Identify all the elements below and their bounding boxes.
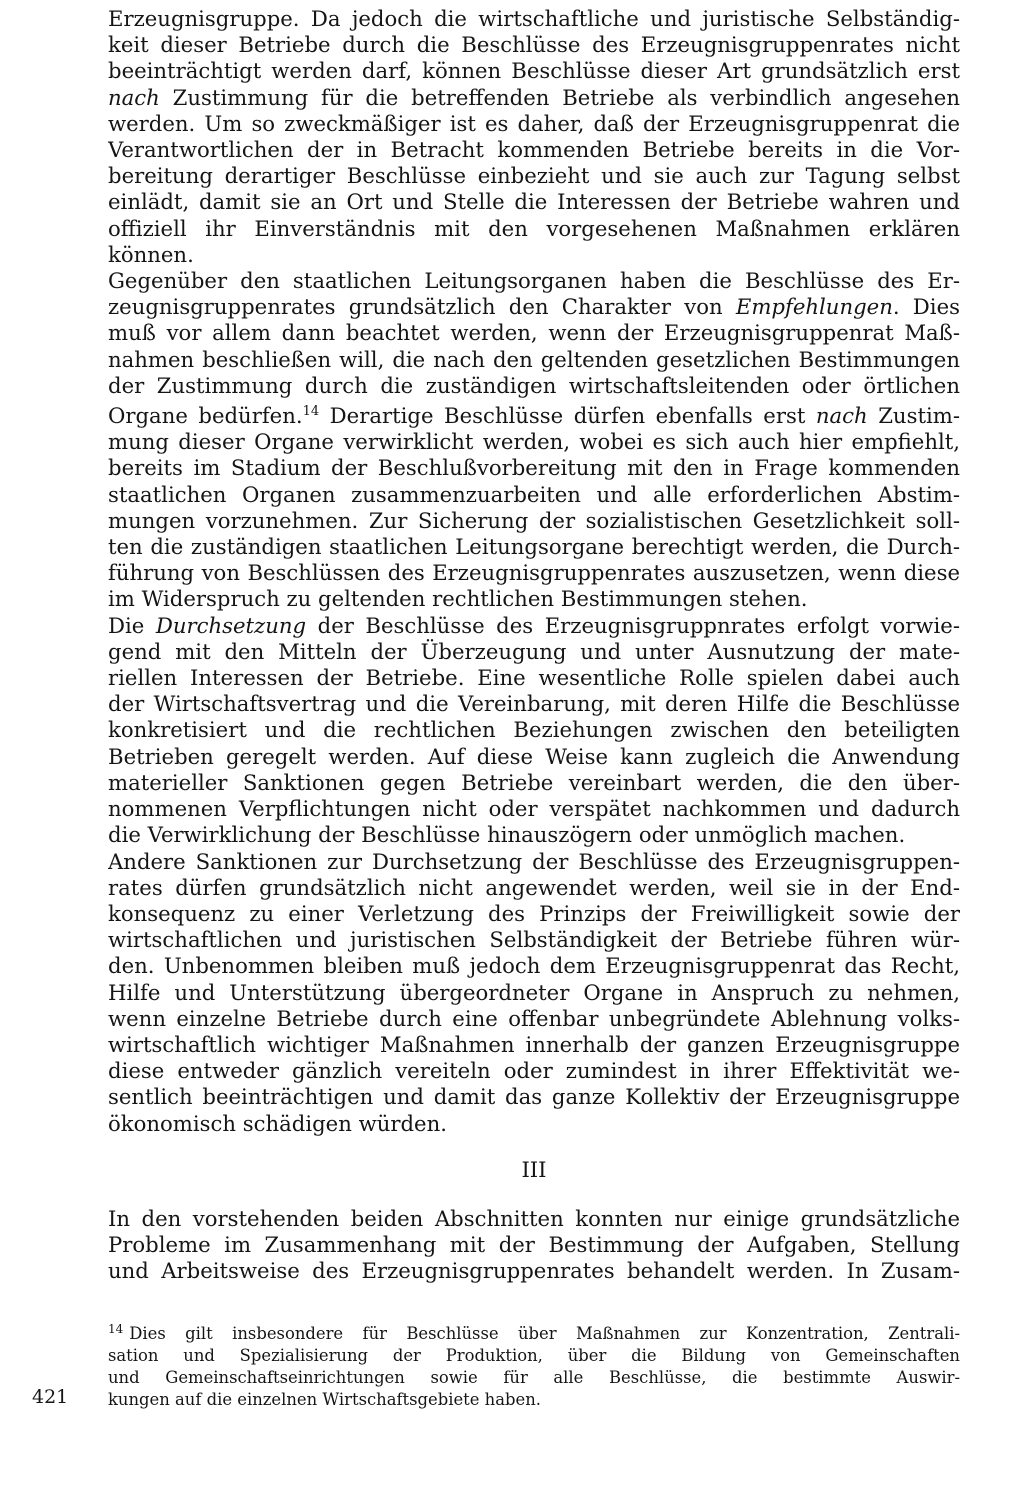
text-line: rates dürfen grundsätzlich nicht angewendet werden, weil sie in der End- [108,874,960,900]
text-line: können. [108,241,194,267]
text-line: bereitung derartiger Beschlüsse einbezieht und sie auch zur Tagung selbst [108,163,960,189]
text-line: die Verwirklichung der Beschlüsse hinauszögern oder unmöglich machen. [108,822,906,848]
text-line: Betrieben geregelt werden. Auf diese Weise kann zugleich die Anwendung [108,743,960,769]
text-line: den. Unbenommen bleiben muß jedoch dem Erzeugnisgruppenrat das Recht, [108,953,960,979]
text-fragment: Derartige Beschlüsse dürfen ebenfalls erst [319,403,816,429]
text-line: In den vorstehenden beiden Abschnitten konnten nur einige grundsätzliche [108,1206,960,1231]
footnote-number: 14 [108,1322,124,1336]
footnote-line: sation und Spezialisierung der Produktion, über die Bildung von Gemeinschaften [108,1346,960,1365]
text-fragment: der Beschlüsse des Erzeugnisgruppnrates erfolgt vorwie- [306,612,960,638]
text-line: diese entweder gänzlich vereiteln oder zumindest in ihrer Effektivität we- [108,1058,960,1084]
text-line: Verantwortlichen der in Betracht kommenden Betriebe bereits in die Vor- [108,137,960,163]
text-fragment: Die [108,612,156,638]
text-line: und Arbeitsweise des Erzeugnisgruppenrates behandelt werden. In Zusam- [108,1258,960,1284]
text-line: bereits im Stadium der Beschlußvorbereitung mit den in Frage kommenden [108,455,960,481]
text-fragment: Dies gilt insbesondere für Beschlüsse über Maßnahmen zur Konzentration, Zentrali- [129,1324,960,1343]
text-line: gend mit den Mitteln der Überzeugung und unter Ausnutzung der mate- [108,638,960,664]
text-line: ökonomisch schädigen würden. [108,1110,447,1136]
text-line: Hilfe und Unterstützung übergeordneter Organe in Anspruch zu nehmen, [108,979,960,1005]
section-heading: III [521,1157,547,1182]
text-fragment: zeugnisgruppenrates grundsätzlich den Charakter von [108,294,736,320]
text-line: Erzeugnisgruppe. Da jedoch die wirtschaftliche und juristische Selbständig- [108,6,960,31]
text-line: nahmen beschließen will, die nach den geltenden gesetzlichen Bestimmungen [108,346,960,372]
text-line: Andere Sanktionen zur Durchsetzung der Beschlüsse des Erzeugnisgruppen- [108,848,960,874]
text-line: Probleme im Zusammenhang mit der Bestimmung der Aufgaben, Stellung [108,1232,960,1258]
text-fragment: Organe bedürfen. [108,403,303,429]
text-line: konkretisiert und die rechtlichen Beziehungen zwischen den beteiligten [108,717,960,743]
text-line [108,85,960,111]
section-paragraph [108,1206,960,1285]
text-line: mungen vorzunehmen. Zur Sicherung der sozialistischen Gesetzlichkeit soll- [108,507,960,533]
text-line: keit dieser Betriebe durch die Beschlüsse des Erzeugnisgruppenrates nicht [108,32,960,58]
text-line: ten die zuständigen staatlichen Leitungsorgane berechtigt werden, die Durch- [108,534,960,560]
text-fragment: Zustimmung für die betreffenden Betriebe als verbindlich angesehen [159,84,960,110]
text-line: wirtschaftlich wichtiger Maßnahmen innerhalb der ganzen Erzeugnisgruppe [108,1031,960,1057]
text-line: nommenen Verpflichtungen nicht oder verspätet nachkommen und dadurch [108,796,960,822]
page-number: 421 [32,1386,69,1408]
text-line: beeinträchtigt werden darf, können Beschlüsse dieser Art grundsätzlich erst [108,58,960,84]
footnote-line [108,1318,960,1345]
text-line [108,613,960,639]
text-line: sentlich beeinträchtigen und damit das ganze Kollektiv der Erzeugnisgruppe [108,1084,960,1110]
emphasis-nach: nach [108,84,160,110]
footnote [108,1318,960,1411]
text-line: mung dieser Organe verwirklicht werden, wobei es sich auch hier empfiehlt, [108,429,960,455]
text-line: einlädt, damit sie an Ort und Stelle die Interessen der Betriebe wahren und [108,189,960,215]
emphasis-nach: nach [815,403,868,429]
text-line: der Wirtschaftsvertrag und die Vereinbarung, mit deren Hilfe die Beschlüsse [108,691,960,717]
text-line: offiziell ihr Einverständnis mit den vorgesehenen Maßnahmen erklären [108,215,960,241]
text-line: staatlichen Organen zusammenzuarbeiten und alle erforderlichen Abstim- [108,481,960,507]
text-line: riellen Interessen der Betriebe. Eine wesentliche Rolle spielen dabei auch [108,665,960,691]
text-line: muß vor allem dann beachtet werden, wenn der Erzeugnisgruppenrat Maß- [108,320,960,346]
text-line: Gegenüber den staatlichen Leitungsorganen haben die Beschlüsse des Er- [108,268,960,294]
text-line [108,294,960,320]
footnote-line: und Gemeinschaftseinrichtungen sowie für alle Beschlüsse, die bestimmte Auswir- [108,1368,960,1387]
text-line: werden. Um so zweckmäßiger ist es daher, daß der Erzeugnisgruppenrat die [108,110,960,136]
footnote-reference: 14 [302,404,320,420]
text-line: im Widerspruch zu geltenden rechtlichen Bestimmungen stehen. [108,586,808,612]
emphasis-durchsetzung: Durchsetzung [155,612,307,638]
text-line: wirtschaftlichen und juristischen Selbständigkeit der Betriebe führen wür- [108,927,960,953]
emphasis-empfehlungen: Empfehlungen [735,294,893,320]
footnote-line: kungen auf die einzelnen Wirtschaftsgebiete haben. [108,1390,541,1409]
body-text [108,6,960,1137]
text-line: materieller Sanktionen gegen Betriebe vereinbart werden, die den über- [108,769,960,795]
text-fragment: . Dies [892,294,960,320]
text-line [108,399,960,429]
text-line: führung von Beschlüssen des Erzeugnisgruppenrates auszusetzen, wenn diese [108,560,960,586]
text-line: der Zustimmung durch die zuständigen wirtschaftsleitenden oder örtlichen [108,372,960,398]
text-line: wenn einzelne Betriebe durch eine offenbar unbegründete Ablehnung volks- [108,1005,960,1031]
text-line: konsequenz zu einer Verletzung des Prinzips der Freiwilligkeit sowie der [108,900,960,926]
text-fragment: Zustim- [867,403,960,429]
